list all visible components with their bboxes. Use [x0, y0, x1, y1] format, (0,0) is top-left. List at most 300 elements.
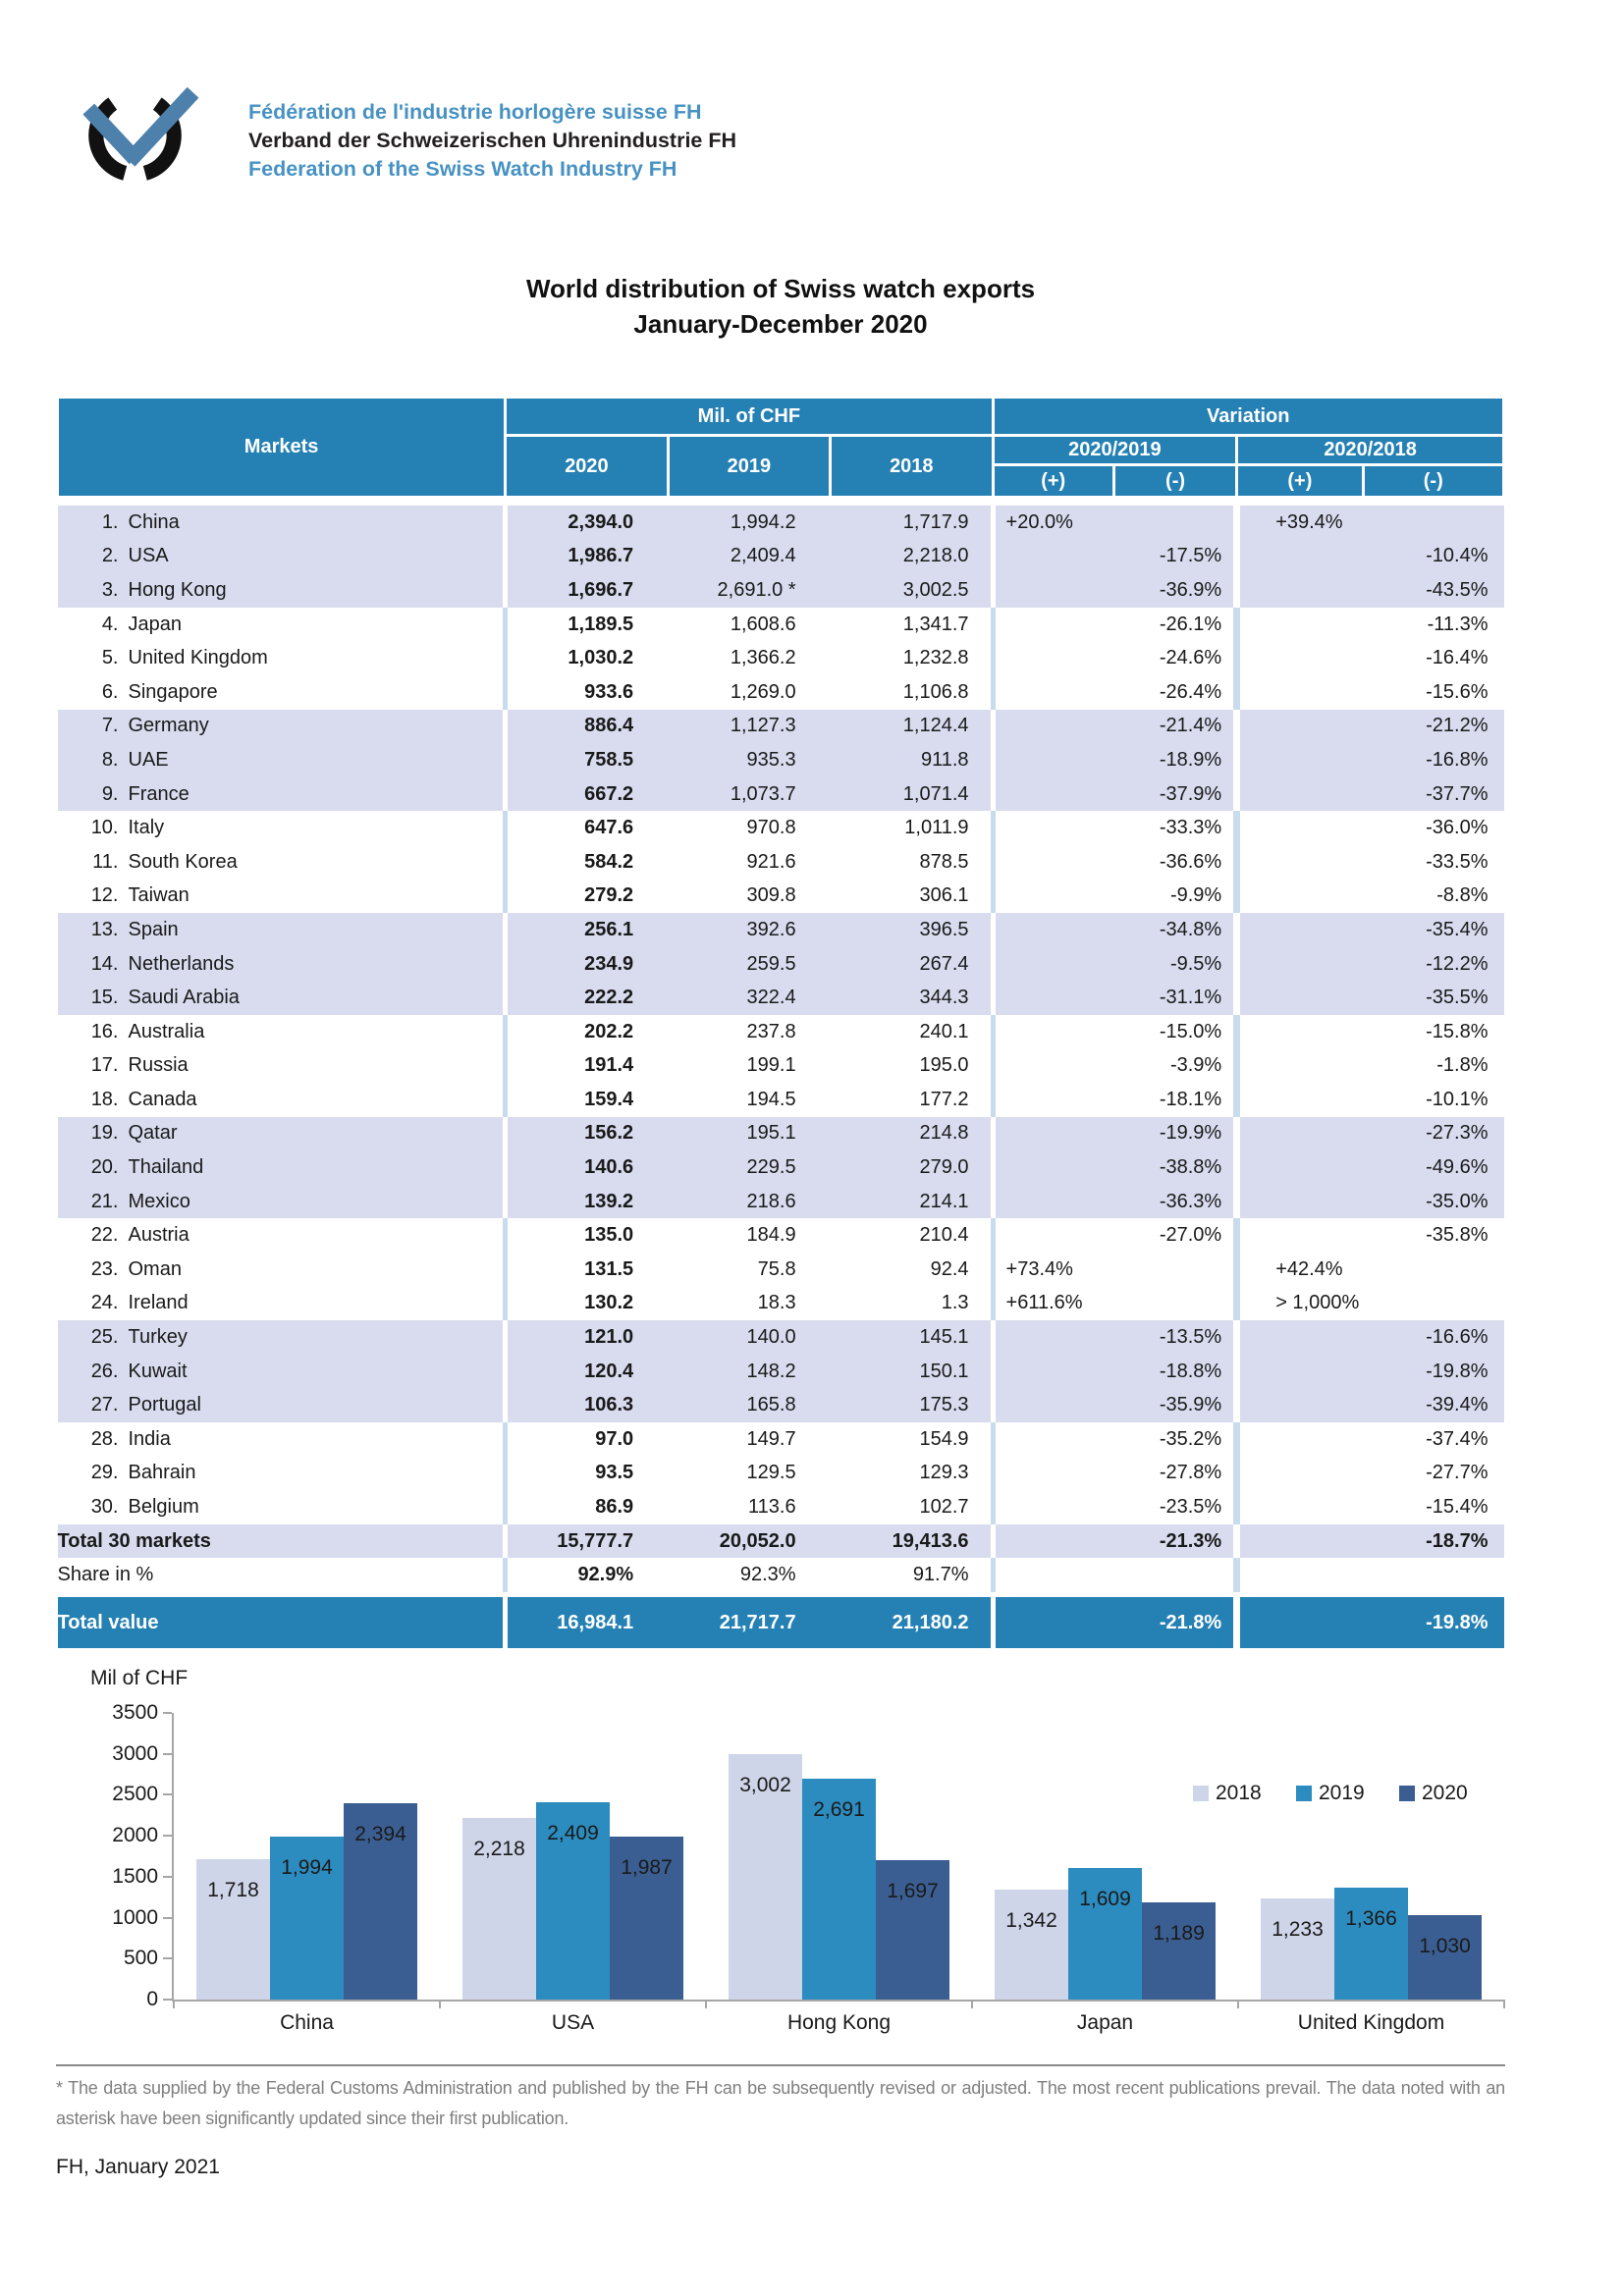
market-name: South Korea — [128, 850, 238, 873]
table-row — [58, 1320, 1504, 1355]
value-2020-cell: 222.2 — [506, 981, 668, 1015]
org-name-german: Verband der Schweizerischen Uhrenindustrie FH — [248, 129, 737, 152]
summary-label: Share in % — [58, 1558, 506, 1592]
variation-2019-minus-cell: -36.9% — [1113, 573, 1236, 608]
value-2019-cell: 140.0 — [668, 1320, 830, 1355]
variation-2019-minus-cell: -27.0% — [1113, 1218, 1236, 1253]
variation-2019-minus-cell: -18.9% — [1113, 743, 1236, 777]
table-row — [58, 1422, 1504, 1457]
market-cell — [58, 1320, 506, 1355]
variation-2019-minus-cell: -36.6% — [1113, 845, 1236, 880]
table-header — [58, 398, 1504, 498]
summary-variation-2018-plus-cell — [1237, 1597, 1363, 1648]
variation-2018-plus-cell — [1237, 880, 1363, 914]
variation-2018-plus-cell — [1237, 743, 1363, 777]
bar-value-label: 2,218 — [473, 1838, 525, 1860]
legend-label: 2019 — [1319, 1782, 1365, 1804]
variation-2018-minus-cell: -27.3% — [1363, 1117, 1503, 1151]
variation-2019-plus-cell — [993, 1015, 1113, 1049]
variation-2019-minus-cell: -36.3% — [1113, 1185, 1236, 1219]
variation-2018-plus-cell — [1237, 1490, 1363, 1524]
value-2020-cell: 933.6 — [506, 675, 668, 710]
value-2018-cell: 3,002.5 — [831, 573, 993, 608]
org-name-block — [248, 98, 736, 184]
footnote-text: * The data supplied by the Federal Customs Administration and published by the FH can be subsequently revised or adjusted. The most recent publications prevail. The data noted with an asterisk have been significantly updated since their first publication. — [56, 2078, 1505, 2128]
title-line-2: January-December 2020 — [633, 309, 928, 339]
market-cell — [58, 1457, 506, 1491]
market-name: Ireland — [128, 1292, 189, 1314]
market-name: Portugal — [128, 1394, 201, 1416]
variation-2019-minus-cell: -37.9% — [1113, 777, 1236, 812]
value-2018-cell: 2,218.0 — [831, 540, 993, 574]
table-row — [58, 743, 1504, 777]
value-2019-cell: 921.6 — [668, 845, 830, 880]
document-title — [56, 271, 1505, 342]
market-cell — [58, 1117, 506, 1151]
value-2020-cell: 886.4 — [506, 710, 668, 744]
market-rank: 8. — [101, 748, 119, 771]
y-axis-tick-label: 0 — [146, 1988, 158, 2010]
value-2018-cell: 1,106.8 — [831, 675, 993, 710]
table-row — [58, 1218, 1504, 1253]
header-var-2020-2019: 2020/2019 — [993, 436, 1237, 465]
variation-2018-plus-cell — [1237, 1117, 1363, 1151]
variation-2019-plus-cell — [993, 880, 1113, 914]
variation-2018-minus-cell: -35.0% — [1363, 1185, 1503, 1219]
value-2020-cell: 140.6 — [506, 1150, 668, 1185]
variation-2018-plus-cell — [1237, 573, 1363, 608]
summary-2020-cell: 15,777.7 — [506, 1524, 668, 1559]
table-row — [58, 540, 1504, 574]
market-name: Germany — [128, 715, 209, 737]
table-row — [58, 1015, 1504, 1049]
market-cell — [58, 1388, 506, 1422]
market-cell — [58, 641, 506, 675]
market-name: Saudi Arabia — [128, 987, 240, 1009]
legend-item-2019 — [1296, 1782, 1365, 1805]
variation-2018-minus-cell — [1363, 1253, 1503, 1287]
market-name: Hong Kong — [128, 578, 227, 601]
bar-value-label: 1,609 — [1079, 1888, 1131, 1910]
summary-variation-2018-minus-cell: -18.7% — [1363, 1524, 1503, 1559]
value-2019-cell: 935.3 — [668, 743, 830, 777]
value-2019-cell: 1,366.2 — [668, 641, 830, 675]
market-cell — [58, 1218, 506, 1253]
x-axis-tick-mark — [439, 2000, 441, 2008]
x-axis-tick-mark — [1237, 2000, 1239, 2008]
variation-2019-minus-cell: -31.1% — [1113, 981, 1236, 1015]
value-2019-cell: 165.8 — [668, 1388, 830, 1422]
market-cell — [58, 573, 506, 608]
market-name: India — [128, 1427, 171, 1450]
legend-swatch-icon — [1296, 1786, 1312, 1801]
value-2020-cell: 647.6 — [506, 811, 668, 845]
variation-2019-minus-cell: -17.5% — [1113, 540, 1236, 574]
table-body — [58, 498, 1504, 1649]
chart-plot-area — [112, 1701, 1504, 2034]
variation-2019-minus-cell: -18.1% — [1113, 1083, 1236, 1117]
variation-2018-minus-cell: -49.6% — [1363, 1150, 1503, 1185]
bar-value-label: 1,718 — [207, 1879, 259, 1901]
bar-value-label: 2,409 — [547, 1822, 599, 1844]
market-rank: 17. — [90, 1054, 119, 1077]
legend-swatch-icon — [1193, 1786, 1209, 1801]
market-name: Netherlands — [128, 952, 235, 975]
table-row — [58, 1287, 1504, 1321]
variation-2018-minus-cell: -15.6% — [1363, 675, 1503, 710]
table-row — [58, 913, 1504, 947]
market-cell — [58, 743, 506, 777]
legend-label: 2018 — [1216, 1782, 1262, 1804]
summary-2019-cell: 21,717.7 — [668, 1597, 830, 1648]
value-2019-cell: 392.6 — [668, 913, 830, 947]
value-2018-cell: 177.2 — [831, 1083, 993, 1117]
y-axis-tick-label: 1000 — [112, 1905, 158, 1929]
variation-2018-minus-cell: -35.8% — [1363, 1218, 1503, 1253]
table-row — [58, 1185, 1504, 1219]
variation-2019-minus-cell: -35.2% — [1113, 1422, 1236, 1457]
legend-item-2018 — [1193, 1782, 1262, 1805]
market-cell — [58, 710, 506, 744]
value-2019-cell: 199.1 — [668, 1049, 830, 1084]
variation-2019-plus-cell — [993, 1457, 1113, 1491]
variation-2018-plus-cell — [1237, 1422, 1363, 1457]
market-name: Japan — [128, 613, 182, 635]
value-2020-cell: 1,189.5 — [506, 608, 668, 642]
market-cell — [58, 777, 506, 812]
market-rank: 13. — [90, 918, 119, 940]
value-2018-cell: 911.8 — [831, 743, 993, 777]
variation-2018-minus-cell: -1.8% — [1363, 1049, 1503, 1084]
value-2020-cell: 191.4 — [506, 1049, 668, 1084]
value-2019-cell: 229.5 — [668, 1150, 830, 1185]
summary-variation-2019-minus-cell — [1113, 1558, 1236, 1592]
bar-group-japan — [972, 1713, 1238, 2000]
value-2019-cell: 129.5 — [668, 1457, 830, 1491]
table-row — [58, 1457, 1504, 1491]
variation-2019-minus-cell — [1113, 1287, 1236, 1321]
value-2020-cell: 234.9 — [506, 947, 668, 982]
value-2019-cell: 75.8 — [668, 1253, 830, 1287]
summary-2018-cell: 19,413.6 — [831, 1524, 993, 1559]
variation-2019-plus-cell — [993, 1117, 1113, 1151]
title-line-1: World distribution of Swiss watch exports — [525, 274, 1036, 303]
variation-2019-plus-cell — [993, 743, 1113, 777]
market-cell — [58, 1253, 506, 1287]
summary-variation-2018-plus-cell — [1237, 1524, 1363, 1559]
market-cell — [58, 675, 506, 710]
variation-2018-minus-cell: -35.4% — [1363, 913, 1503, 947]
variation-2018-plus-cell — [1237, 1355, 1363, 1389]
variation-2019-plus-cell: +611.6% — [993, 1287, 1113, 1321]
variation-2019-plus-cell — [993, 913, 1113, 947]
market-rank: 25. — [90, 1326, 119, 1349]
value-2020-cell: 130.2 — [506, 1287, 668, 1321]
value-2018-cell: 154.9 — [831, 1422, 993, 1457]
value-2018-cell: 92.4 — [831, 1253, 993, 1287]
header-markets: Markets — [58, 398, 506, 498]
market-rank: 19. — [90, 1122, 119, 1145]
value-2018-cell: 240.1 — [831, 1015, 993, 1049]
legend-label: 2020 — [1422, 1782, 1468, 1804]
market-rank: 3. — [101, 578, 119, 601]
value-2018-cell: 1,071.4 — [831, 777, 993, 812]
variation-2019-plus-cell — [993, 1150, 1113, 1185]
value-2018-cell: 210.4 — [831, 1218, 993, 1253]
value-2020-cell: 256.1 — [506, 913, 668, 947]
table-row — [58, 880, 1504, 914]
variation-2018-plus-cell — [1237, 675, 1363, 710]
variation-2018-minus-cell: -8.8% — [1363, 880, 1503, 914]
variation-2019-minus-cell: -9.5% — [1113, 947, 1236, 982]
signature-date: FH, January 2021 — [56, 2156, 220, 2178]
value-2019-cell: 113.6 — [668, 1490, 830, 1524]
table-row — [58, 1388, 1504, 1422]
variation-2018-plus-cell — [1237, 1218, 1363, 1253]
value-2020-cell: 667.2 — [506, 777, 668, 812]
value-2019-cell: 195.1 — [668, 1117, 830, 1151]
variation-2018-minus-cell: -16.4% — [1363, 641, 1503, 675]
variation-2018-plus-cell — [1237, 1185, 1363, 1219]
market-rank: 5. — [101, 647, 119, 669]
x-axis-category-label: China — [280, 2011, 334, 2034]
bar-value-label: 1,233 — [1272, 1918, 1324, 1941]
variation-2018-minus-cell: -15.8% — [1363, 1015, 1503, 1049]
y-axis-tick-mark — [163, 1999, 172, 2001]
exports-table-wrap — [56, 396, 1505, 1648]
variation-2018-minus-cell: -10.1% — [1363, 1083, 1503, 1117]
value-2020-cell: 202.2 — [506, 1015, 668, 1049]
value-2020-cell: 93.5 — [506, 1457, 668, 1491]
market-rank: 27. — [90, 1394, 119, 1416]
x-axis-category-label: Japan — [1076, 2011, 1134, 2034]
value-2020-cell: 135.0 — [506, 1218, 668, 1253]
summary-row-grand — [58, 1597, 1504, 1648]
value-2019-cell: 18.3 — [668, 1287, 830, 1321]
bar-group-hong-kong — [706, 1713, 972, 2000]
summary-label: Total 30 markets — [58, 1524, 506, 1559]
value-2018-cell: 1,124.4 — [831, 710, 993, 744]
variation-2018-plus-cell — [1237, 811, 1363, 845]
market-rank: 26. — [90, 1360, 119, 1382]
value-2018-cell: 1,717.9 — [831, 506, 993, 540]
value-2020-cell: 131.5 — [506, 1253, 668, 1287]
market-rank: 15. — [90, 987, 119, 1009]
value-2020-cell: 106.3 — [506, 1388, 668, 1422]
value-2018-cell: 102.7 — [831, 1490, 993, 1524]
market-name: Austria — [128, 1224, 189, 1247]
variation-2018-minus-cell: -11.3% — [1363, 608, 1503, 642]
variation-2018-minus-cell: -12.2% — [1363, 947, 1503, 982]
variation-2018-plus-cell: +39.4% — [1237, 506, 1363, 540]
org-name-english: Federation of the Swiss Watch Industry FH — [248, 157, 677, 181]
bar-group-china — [174, 1713, 440, 2000]
variation-2019-minus-cell: -33.3% — [1113, 811, 1236, 845]
market-rank: 11. — [92, 850, 119, 873]
table-row — [58, 981, 1504, 1015]
variation-2018-minus-cell: -39.4% — [1363, 1388, 1503, 1422]
variation-2018-minus-cell: -15.4% — [1363, 1490, 1503, 1524]
summary-variation-2019-plus-cell — [993, 1558, 1113, 1592]
market-name: Qatar — [128, 1122, 178, 1145]
exports-bar-chart — [56, 1664, 1505, 2056]
market-rank: 4. — [101, 613, 119, 635]
value-2020-cell: 120.4 — [506, 1355, 668, 1389]
variation-2018-minus-cell: -36.0% — [1363, 811, 1503, 845]
market-name: Thailand — [128, 1156, 204, 1179]
table-row — [58, 608, 1504, 642]
variation-2018-minus-cell: -37.4% — [1363, 1422, 1503, 1457]
header-minus-2: (-) — [1363, 465, 1503, 498]
x-axis-tick-mark — [971, 2000, 973, 2008]
summary-label: Total value — [58, 1597, 506, 1648]
variation-2018-plus-cell — [1237, 1049, 1363, 1084]
market-name: Singapore — [128, 680, 218, 703]
market-cell — [58, 506, 506, 540]
y-axis-tick-label: 2000 — [112, 1824, 158, 1847]
market-cell — [58, 1083, 506, 1117]
value-2019-cell: 1,269.0 — [668, 675, 830, 710]
summary-2020-cell: 92.9% — [506, 1558, 668, 1592]
header-year-2019: 2019 — [668, 436, 830, 498]
summary-row-share — [58, 1558, 1504, 1592]
market-name: Taiwan — [128, 884, 189, 907]
market-name: Oman — [128, 1257, 182, 1280]
variation-2019-minus-cell: -23.5% — [1113, 1490, 1236, 1524]
value-2019-cell: 1,608.6 — [668, 608, 830, 642]
value-2018-cell: 396.5 — [831, 913, 993, 947]
value-2020-cell: 758.5 — [506, 743, 668, 777]
bar-value-label: 2,691 — [813, 1798, 865, 1821]
value-2020-cell: 279.2 — [506, 880, 668, 914]
variation-2019-plus-cell — [993, 1490, 1113, 1524]
variation-2019-minus-cell: -35.9% — [1113, 1388, 1236, 1422]
value-2019-cell: 194.5 — [668, 1083, 830, 1117]
variation-2018-plus-cell — [1237, 1457, 1363, 1491]
summary-variation-2019-minus-cell: -21.3% — [1113, 1524, 1236, 1559]
variation-2019-plus-cell — [993, 1355, 1113, 1389]
variation-2018-plus-cell — [1237, 1150, 1363, 1185]
variation-2019-plus-cell — [993, 947, 1113, 982]
value-2019-cell: 2,691.0 * — [668, 573, 830, 608]
summary-2020-cell: 16,984.1 — [506, 1597, 668, 1648]
market-rank: 7. — [101, 715, 119, 737]
value-2019-cell: 2,409.4 — [668, 540, 830, 574]
header-year-2018: 2018 — [831, 436, 993, 498]
market-name: Australia — [128, 1020, 205, 1042]
exports-table — [56, 396, 1505, 1648]
summary-variation-2018-plus-cell — [1237, 1558, 1363, 1592]
variation-2019-plus-cell — [993, 573, 1113, 608]
value-2018-cell: 145.1 — [831, 1320, 993, 1355]
market-cell — [58, 947, 506, 982]
table-row — [58, 641, 1504, 675]
variation-2019-plus-cell — [993, 1083, 1113, 1117]
table-row — [58, 573, 1504, 608]
variation-2019-plus-cell — [993, 1049, 1113, 1084]
variation-2018-plus-cell — [1237, 981, 1363, 1015]
y-axis-tick-mark — [163, 1712, 172, 1714]
header-mil-of-chf: Mil. of CHF — [506, 398, 993, 436]
table-row — [58, 506, 1504, 540]
variation-2019-plus-cell — [993, 1320, 1113, 1355]
variation-2019-plus-cell: +20.0% — [993, 506, 1113, 540]
x-axis-tick-mark — [1503, 2000, 1505, 2008]
variation-2018-plus-cell — [1237, 1015, 1363, 1049]
y-axis-tick-mark — [163, 1957, 172, 1959]
market-cell — [58, 1422, 506, 1457]
market-name: Turkey — [128, 1326, 188, 1349]
bar-2020 — [1142, 1902, 1216, 2000]
variation-2018-minus-cell: -16.8% — [1363, 743, 1503, 777]
market-rank: 23. — [90, 1257, 119, 1280]
summary-2019-cell: 92.3% — [668, 1558, 830, 1592]
variation-2018-minus-cell — [1363, 1287, 1503, 1321]
market-name: Canada — [128, 1088, 197, 1110]
fh-watch-check-icon — [69, 79, 201, 183]
variation-2019-plus-cell — [993, 608, 1113, 642]
variation-2019-minus-cell: -9.9% — [1113, 880, 1236, 914]
y-axis-tick-label: 3000 — [112, 1741, 158, 1765]
value-2018-cell: 344.3 — [831, 981, 993, 1015]
summary-2018-cell: 21,180.2 — [831, 1597, 993, 1648]
header-minus-1: (-) — [1113, 465, 1236, 498]
y-axis-tick-label: 3500 — [112, 1701, 158, 1724]
variation-2018-plus-cell: > 1,000% — [1237, 1287, 1363, 1321]
value-2018-cell: 175.3 — [831, 1388, 993, 1422]
value-2020-cell: 1,986.7 — [506, 540, 668, 574]
market-name: China — [128, 510, 180, 533]
bar-value-label: 1,189 — [1153, 1922, 1205, 1945]
value-2018-cell: 878.5 — [831, 845, 993, 880]
header-plus-2: (+) — [1237, 465, 1363, 498]
variation-2018-minus-cell: -16.6% — [1363, 1320, 1503, 1355]
value-2019-cell: 1,127.3 — [668, 710, 830, 744]
summary-2018-cell: 91.7% — [831, 1558, 993, 1592]
y-axis-tick-label: 500 — [123, 1947, 158, 1970]
variation-2019-plus-cell — [993, 710, 1113, 744]
bar-value-label: 1,994 — [281, 1856, 333, 1879]
market-rank: 28. — [90, 1427, 119, 1450]
variation-2019-plus-cell — [993, 641, 1113, 675]
variation-2018-minus-cell: -19.8% — [1363, 1355, 1503, 1389]
value-2019-cell: 322.4 — [668, 981, 830, 1015]
summary-variation-2019-minus-cell: -21.8% — [1113, 1597, 1236, 1648]
market-rank: 18. — [90, 1088, 119, 1110]
variation-2019-minus-cell: -13.5% — [1113, 1320, 1236, 1355]
y-axis-tick-label: 2500 — [112, 1783, 158, 1806]
summary-variation-2019-plus-cell — [993, 1597, 1113, 1648]
market-cell — [58, 981, 506, 1015]
market-cell — [58, 880, 506, 914]
legend-swatch-icon — [1399, 1786, 1415, 1801]
value-2020-cell: 1,696.7 — [506, 573, 668, 608]
value-2018-cell: 306.1 — [831, 880, 993, 914]
value-2018-cell: 129.3 — [831, 1457, 993, 1491]
bar-value-label: 1,987 — [621, 1856, 673, 1879]
value-2020-cell: 156.2 — [506, 1117, 668, 1151]
table-row — [58, 777, 1504, 812]
market-rank: 2. — [101, 545, 119, 567]
bar-value-label: 1,366 — [1345, 1907, 1397, 1930]
summary-variation-2018-minus-cell — [1363, 1558, 1503, 1592]
value-2018-cell: 1,232.8 — [831, 641, 993, 675]
table-row — [58, 710, 1504, 744]
market-cell — [58, 1490, 506, 1524]
bar-value-label: 1,697 — [887, 1880, 939, 1902]
value-2018-cell: 267.4 — [831, 947, 993, 982]
value-2020-cell: 97.0 — [506, 1422, 668, 1457]
